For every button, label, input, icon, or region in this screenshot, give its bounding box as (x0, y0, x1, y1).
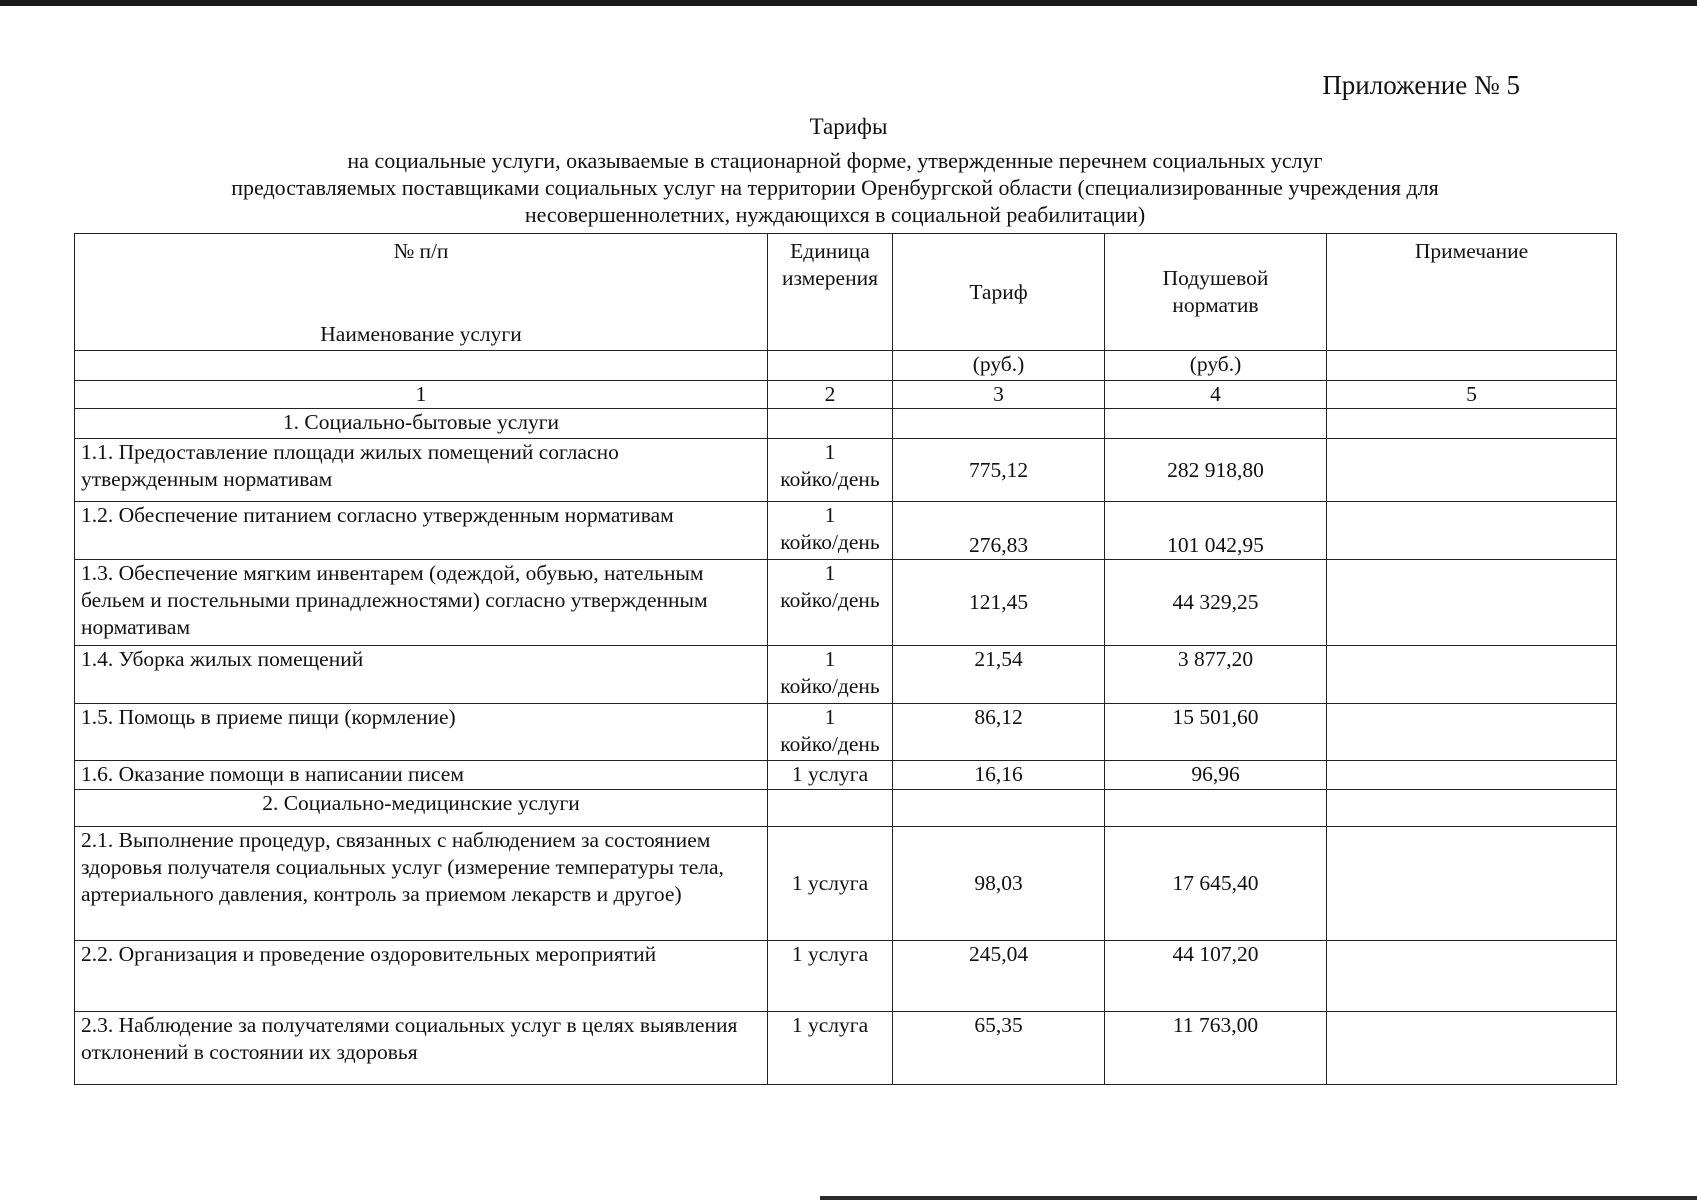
currency-empty-cell (1327, 351, 1617, 381)
unit-line: 1 (824, 561, 836, 586)
service-name: 1.2. Обеспечение питанием согласно утвержденным нормативам (75, 502, 768, 560)
tariff-value: 16,16 (893, 760, 1105, 789)
appendix-label: Приложение № 5 (1322, 70, 1520, 100)
table-row (75, 703, 1617, 760)
tariff-value: 245,04 (893, 940, 1105, 1011)
table-row (75, 940, 1617, 1011)
unit-cell (768, 502, 893, 560)
header-note-cell (1327, 234, 1617, 351)
document-title: Тарифы (809, 114, 888, 139)
unit-line: 1 (824, 503, 836, 528)
tariff-value: 775,12 (893, 439, 1105, 502)
header-norm-line: норматив (1172, 293, 1259, 318)
header-unit-line: Единица (790, 239, 870, 263)
unit-line: койко/день (780, 588, 880, 613)
currency-row (75, 351, 1617, 381)
section-title: 2. Социально-медицинские услуги (75, 789, 768, 826)
table-row (75, 1011, 1617, 1084)
tariff-value: 21,54 (893, 646, 1105, 703)
scan-edge-bottom (820, 1196, 1697, 1200)
service-name: 2.1. Выполнение процедур, связанных с наблюдением за состоянием здоровья получателя социальных услуг (измерение температуры тела, артериального давления, контроль за приемом лекарств и другое) (75, 826, 768, 940)
empty-cell (768, 789, 893, 826)
norm-currency: (руб.) (1105, 351, 1327, 381)
norm-value: 11 763,00 (1105, 1011, 1327, 1084)
empty-cell (1327, 789, 1617, 826)
unit-cell (768, 560, 893, 646)
subtitle-line: на социальные услуги, оказываемые в стационарной форме, утвержденные перечнем социальных услуг (347, 148, 1323, 173)
column-number: 2 (768, 381, 893, 409)
subtitle-line: несовершеннолетних, нуждающихся в социальной реабилитации) (524, 202, 1146, 227)
table-row (75, 760, 1617, 789)
service-name: 1.6. Оказание помощи в написании писем (75, 760, 768, 789)
service-name: 1.1. Предоставление площади жилых помещений согласно утвержденным нормативам (75, 439, 768, 502)
service-name: 2.3. Наблюдение за получателями социальных услуг в целях выявления отклонений в состоянии их здоровья (75, 1011, 768, 1084)
tariff-value: 276,83 (893, 502, 1105, 560)
note-cell (1327, 560, 1617, 646)
norm-value: 282 918,80 (1105, 439, 1327, 502)
empty-cell (1105, 789, 1327, 826)
column-number-row (75, 381, 1617, 409)
header-tariff-cell (893, 234, 1105, 351)
unit-cell (768, 703, 893, 760)
unit-line: 1 (824, 704, 836, 729)
scan-edge-top (0, 0, 1697, 6)
service-name: 2.2. Организация и проведение оздоровительных мероприятий (75, 940, 768, 1011)
header-note-label: Примечание (1414, 239, 1529, 263)
currency-empty-cell (768, 351, 893, 381)
header-number-label: № п/п (393, 239, 449, 263)
note-cell (1327, 940, 1617, 1011)
empty-cell (893, 409, 1105, 439)
service-name: 1.3. Обеспечение мягким инвентарем (одеждой, обувью, нательным бельем и постельными принадлежностями) согласно утвержденным нормативам (75, 560, 768, 646)
norm-value: 44 329,25 (1105, 560, 1327, 646)
table-row (75, 439, 1617, 502)
note-cell (1327, 760, 1617, 789)
unit-cell: 1 услуга (768, 826, 893, 940)
tariff-currency: (руб.) (893, 351, 1105, 381)
header-tariff-label: Тариф (969, 279, 1028, 304)
note-cell (1327, 502, 1617, 560)
unit-line: 1 (824, 647, 836, 672)
unit-cell: 1 услуга (768, 760, 893, 789)
currency-empty-cell (75, 351, 768, 381)
table-row (75, 826, 1617, 940)
section-row (75, 789, 1617, 826)
unit-cell (768, 439, 893, 502)
norm-value: 3 877,20 (1105, 646, 1327, 703)
subtitle-line: предоставляемых поставщиками социальных услуг на территории Оренбургской области (специализированные учреждения для (231, 175, 1439, 200)
note-cell (1327, 703, 1617, 760)
unit-line: койко/день (780, 467, 880, 492)
unit-cell: 1 услуга (768, 940, 893, 1011)
unit-line: 1 (824, 440, 836, 465)
empty-cell (1327, 409, 1617, 439)
empty-cell (893, 789, 1105, 826)
table-row (75, 502, 1617, 560)
table-row (75, 560, 1617, 646)
service-name: 1.5. Помощь в приеме пищи (кормление) (75, 703, 768, 760)
tariff-value: 98,03 (893, 826, 1105, 940)
section-title: 1. Социально-бытовые услуги (75, 409, 768, 439)
norm-value: 44 107,20 (1105, 940, 1327, 1011)
table-row (75, 646, 1617, 703)
unit-line: койко/день (780, 731, 880, 756)
unit-cell: 1 услуга (768, 1011, 893, 1084)
header-unit-cell (768, 234, 893, 351)
document-subtitle (150, 147, 1520, 228)
column-number: 4 (1105, 381, 1327, 409)
header-norm-line: Подушевой (1162, 266, 1269, 291)
note-cell (1327, 826, 1617, 940)
norm-value: 101 042,95 (1105, 502, 1327, 560)
column-number: 1 (75, 381, 768, 409)
header-unit-line: измерения (781, 266, 879, 290)
norm-value: 15 501,60 (1105, 703, 1327, 760)
unit-line: койко/день (780, 674, 880, 699)
empty-cell (1105, 409, 1327, 439)
norm-value: 17 645,40 (1105, 826, 1327, 940)
tariffs-table (74, 233, 1617, 1085)
unit-line: койко/день (780, 530, 880, 555)
header-norm-cell (1105, 234, 1327, 351)
tariff-value: 121,45 (893, 560, 1105, 646)
header-number-name-cell (75, 234, 768, 351)
tariff-value: 65,35 (893, 1011, 1105, 1084)
note-cell (1327, 439, 1617, 502)
header-name-label: Наименование услуги (320, 322, 522, 346)
section-row (75, 409, 1617, 439)
norm-value: 96,96 (1105, 760, 1327, 789)
column-number: 5 (1327, 381, 1617, 409)
service-name: 1.4. Уборка жилых помещений (75, 646, 768, 703)
note-cell (1327, 1011, 1617, 1084)
header-row (75, 234, 1617, 351)
tariff-value: 86,12 (893, 703, 1105, 760)
unit-cell (768, 646, 893, 703)
column-number: 3 (893, 381, 1105, 409)
empty-cell (768, 409, 893, 439)
note-cell (1327, 646, 1617, 703)
